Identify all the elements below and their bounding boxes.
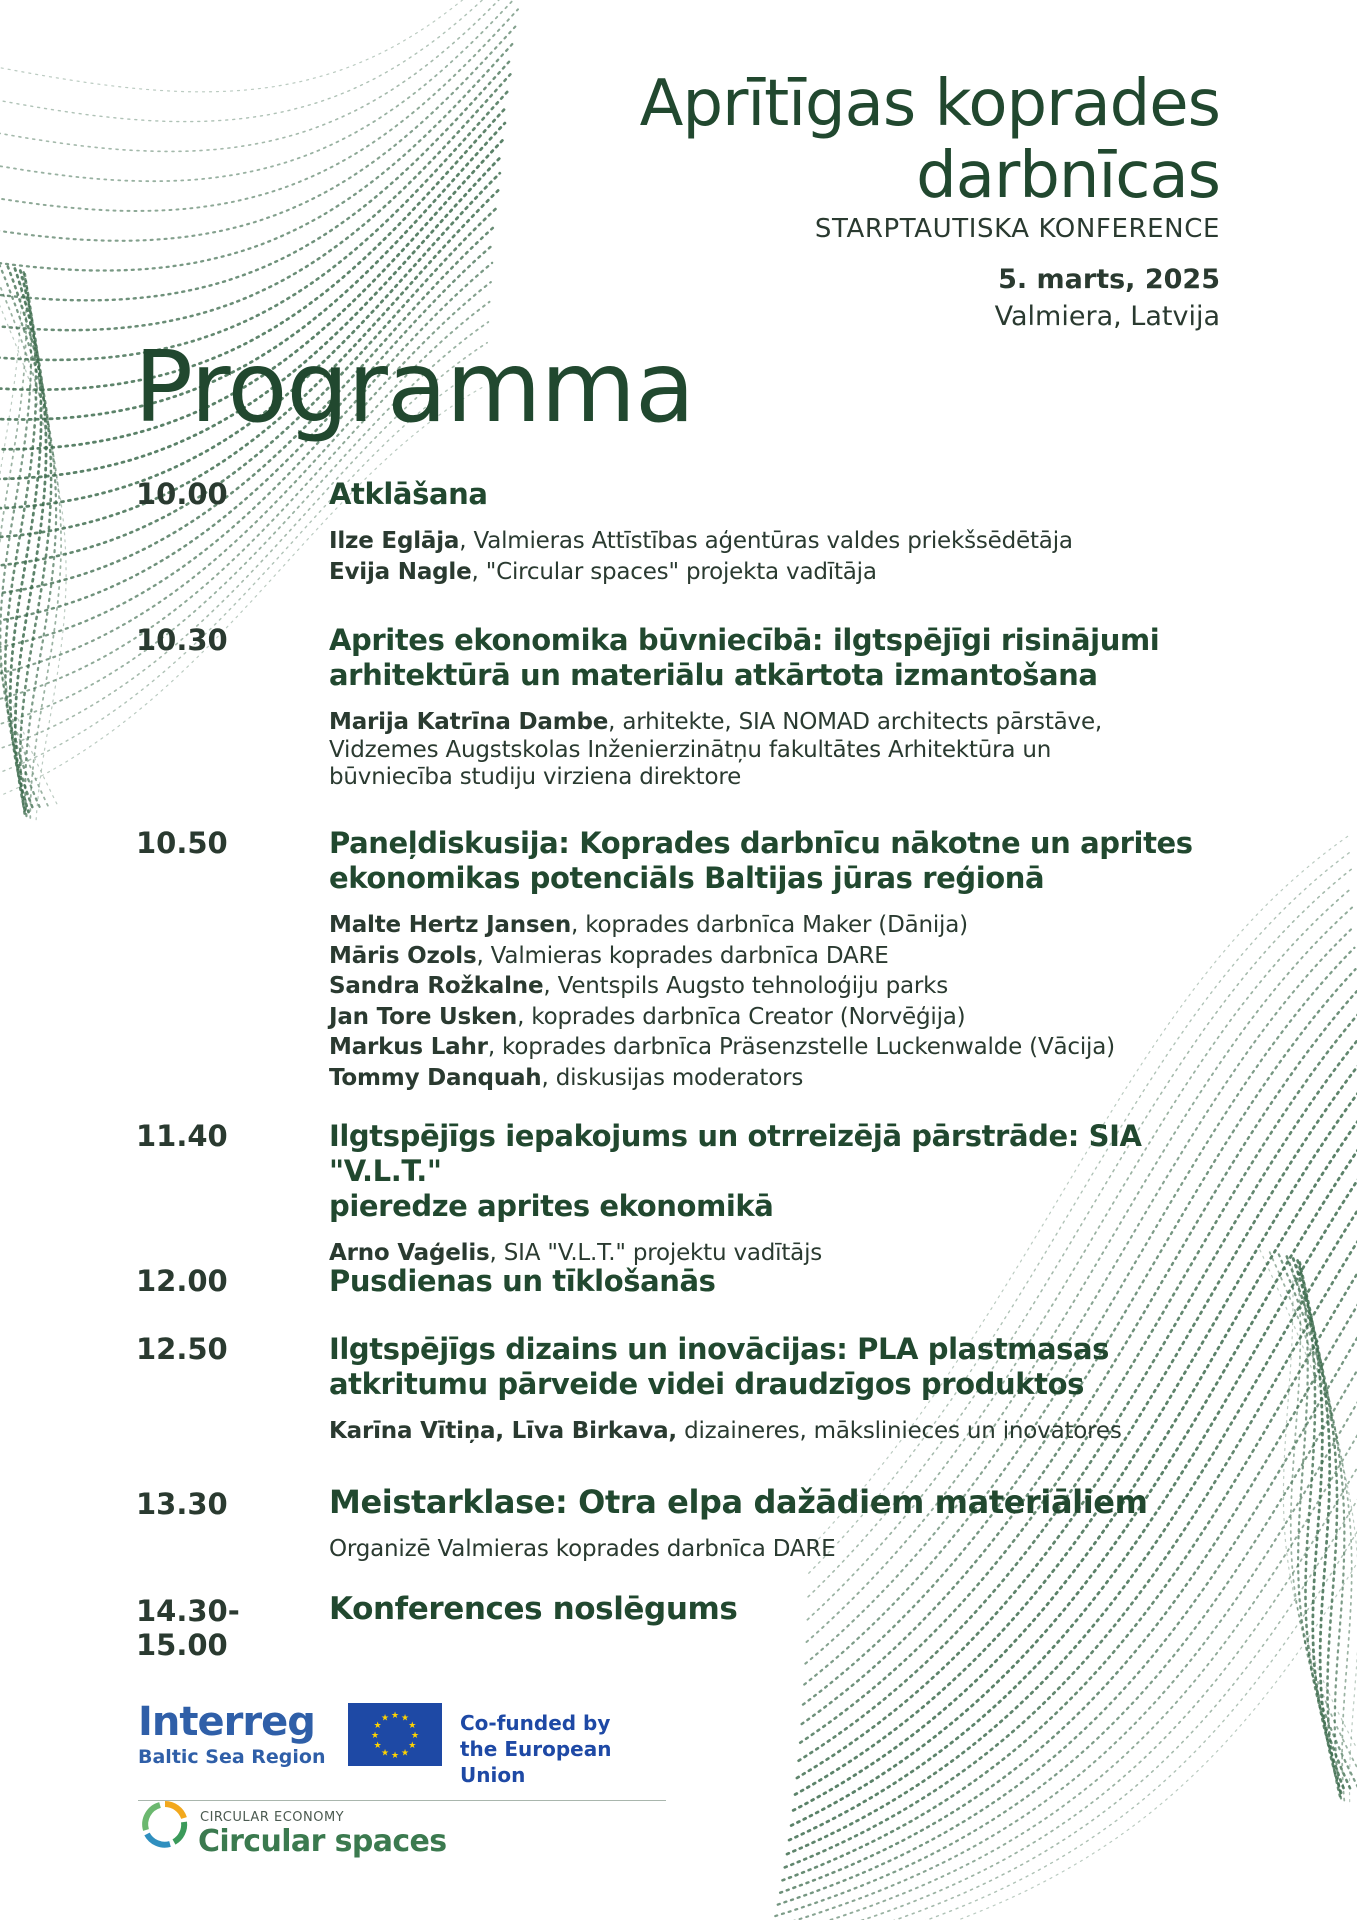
session-title-line: atkritumu pārveide videi draudzīgos produktos [329, 1367, 1085, 1401]
speaker-list [329, 709, 1229, 792]
session-title-line: Aprites ekonomika būvniecībā: ilgtspējīgi risinājumi [329, 623, 1160, 657]
circular-spaces-caption: CIRCULAR ECONOMY [200, 1810, 345, 1825]
svg-text:★: ★ [400, 1713, 410, 1724]
session-item [329, 1485, 1229, 1565]
session-time: 10.30 [136, 623, 228, 657]
speaker-entry [329, 1063, 1229, 1094]
svg-text:★: ★ [380, 1713, 390, 1724]
session-time-start: 14.30- [136, 1594, 240, 1628]
session-time: 13.30 [136, 1487, 228, 1521]
session-title [329, 1119, 1229, 1224]
interreg-logo: Interreg [138, 1699, 315, 1745]
event-date: 5. marts, 2025 [998, 264, 1220, 295]
session-item [329, 1592, 1229, 1627]
session-title [329, 623, 1229, 693]
circular-spaces-logo: Circular spaces [198, 1824, 447, 1859]
speaker-name: Māris Ozols [329, 942, 477, 969]
session-time [136, 1594, 306, 1662]
speaker-role: , Valmieras koprades darbnīca DARE [476, 942, 889, 969]
svg-text:★: ★ [408, 1741, 417, 1751]
logo-divider [138, 1800, 666, 1801]
session-title: Atklāšana [329, 477, 488, 511]
speaker-role-continued: būvniecība studiju virziena direktore [329, 764, 742, 790]
session-time: 10.00 [136, 477, 228, 511]
session-title-line: ekonomikas potenciāls Baltijas jūras reģionā [329, 861, 1045, 895]
circular-arrows-icon [138, 1796, 192, 1852]
svg-text:★: ★ [390, 1751, 400, 1761]
speaker-list [329, 910, 1229, 1093]
speaker-role: dizaineres, mākslinieces un inovatores [676, 1418, 1122, 1444]
eu-flag-icon [348, 1703, 442, 1766]
speaker-role: , arhitekte, SIA NOMAD architects pārstāve, [608, 709, 1103, 735]
speaker-entry [329, 941, 1229, 972]
speaker-entry [329, 910, 1229, 941]
session-time: 10.50 [136, 826, 228, 860]
svg-text:★: ★ [410, 1731, 420, 1741]
session-item [329, 1119, 1229, 1269]
partner-logos [138, 1700, 678, 1860]
speaker-name: Evija Nagle [329, 558, 472, 585]
svg-text:★: ★ [400, 1748, 410, 1759]
session-title: Meistarklase: Otra elpa dažādiem materiāliem [329, 1483, 1148, 1521]
session-title: Konferences noslēgums [329, 1591, 738, 1627]
speaker-name: Sandra Rožkalne [329, 973, 544, 999]
title-line-2: darbnīcas [916, 139, 1220, 213]
speaker-name: Arno Vaģelis [329, 1240, 490, 1266]
interreg-logo-subtitle: Baltic Sea Region [138, 1746, 326, 1768]
session-title [329, 826, 1229, 896]
speaker-role: , SIA "V.L.T." projektu vadītājs [489, 1240, 823, 1266]
session-item [329, 826, 1229, 1093]
speaker-role: , "Circular spaces" projekta vadītāja [471, 558, 877, 585]
speaker-name: Marija Katrīna Dambe [329, 709, 609, 735]
eu-cofunded-text [460, 1710, 678, 1788]
session-item [329, 477, 1229, 587]
conference-subtitle: STARPTAUTISKA KONFERENCE [814, 214, 1220, 244]
session-time-end: 15.00 [136, 1628, 228, 1662]
speaker-role: , diskusijas moderators [541, 1064, 804, 1091]
speaker-list [329, 1416, 1229, 1447]
session-title: Pusdienas un tīklošanās [329, 1264, 716, 1298]
speaker-name: Markus Lahr [329, 1034, 488, 1060]
speaker-name: Ilze Eglāja [329, 528, 460, 554]
speaker-role: , koprades darbnīca Präsenzstelle Luckenwalde (Vācija) [487, 1034, 1115, 1060]
event-location: Valmiera, Latvija [994, 301, 1220, 332]
speaker-name: Karīna Vītiņa, Līva Birkava, [329, 1418, 677, 1444]
speaker-entry [329, 1032, 1229, 1063]
speaker-entry [329, 1002, 1229, 1033]
svg-text:★: ★ [373, 1721, 382, 1731]
speaker-entry [329, 557, 1229, 588]
svg-text:★: ★ [370, 1731, 380, 1741]
svg-text:★: ★ [390, 1711, 400, 1721]
session-item [329, 1264, 1229, 1299]
session-title-line: arhitektūrā un materiālu atkārtota izmantošana [329, 658, 1098, 692]
speaker-name: Tommy Danquah [329, 1064, 542, 1091]
svg-text:★: ★ [408, 1721, 417, 1731]
conference-title [340, 68, 1220, 212]
title-line-1: Aprītīgas koprades [639, 67, 1220, 141]
speaker-name: Jan Tore Usken [329, 1003, 518, 1030]
speaker-entry [329, 526, 1229, 557]
program-heading: Programma [134, 331, 695, 445]
session-item [329, 623, 1229, 792]
speaker-role: , Valmieras Attīstības aģentūras valdes priekšsēdētāja [459, 528, 1073, 554]
speaker-role: , koprades darbnīca Creator (Norvēģija) [517, 1003, 966, 1030]
speaker-entry [329, 1416, 1229, 1447]
eu-text-line: the European Union [460, 1737, 612, 1787]
speaker-entry [329, 709, 1229, 737]
speaker-role-continued: Vidzemes Augstskolas Inženierzinātņu fakultātes Arhitektūra un [329, 736, 1052, 763]
session-time: 11.40 [136, 1119, 228, 1153]
session-time: 12.00 [136, 1264, 228, 1298]
speaker-name: Malte Hertz Jansen [329, 912, 571, 938]
speaker-role: , Ventspils Augsto tehnoloģiju parks [543, 973, 949, 999]
session-title-line: Paneļdiskusija: Koprades darbnīcu nākotne un aprites [329, 826, 1193, 860]
speaker-entry [329, 971, 1229, 1002]
session-item [329, 1332, 1229, 1447]
session-time: 12.50 [136, 1332, 228, 1366]
session-title-line: pieredze aprites ekonomikā [329, 1189, 774, 1223]
speaker-list [329, 526, 1229, 587]
session-title [329, 1332, 1229, 1402]
eu-text-line: Co-funded by [460, 1711, 611, 1735]
speaker-role: , koprades darbnīca Maker (Dānija) [571, 912, 968, 938]
session-title-line: Ilgtspējīgs iepakojums un otrreizējā pārstrāde: SIA "V.L.T." [329, 1119, 1142, 1188]
svg-text:★: ★ [380, 1748, 390, 1759]
session-title-line: Ilgtspējīgs dizains un inovācijas: PLA plastmasas [329, 1332, 1110, 1366]
svg-text:★: ★ [373, 1741, 382, 1751]
session-note: Organizē Valmieras koprades darbnīca DARE [329, 1536, 836, 1562]
